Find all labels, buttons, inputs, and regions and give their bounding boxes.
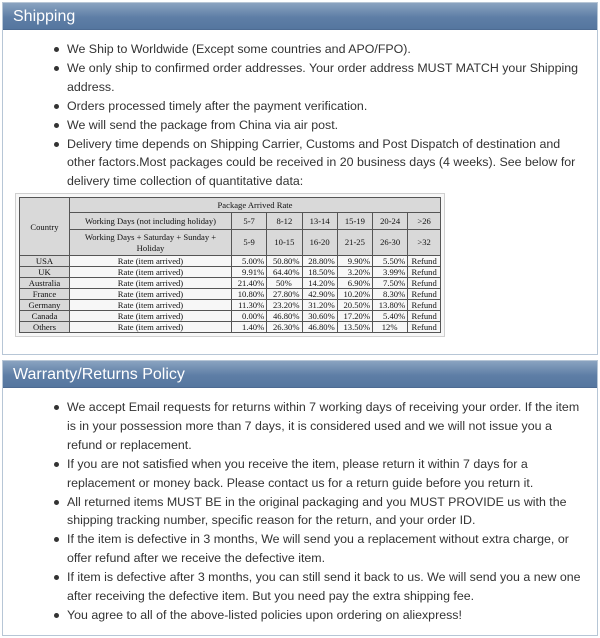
delivery-rate-table — [19, 197, 441, 333]
shipping-panel — [2, 2, 598, 355]
rate-cell: 23.20% — [267, 300, 302, 311]
table-row — [20, 256, 441, 267]
rate-label-cell: Rate (item arrived) — [70, 256, 232, 267]
rate-cell: 3.99% — [373, 267, 408, 278]
rate-cell: 9.91% — [232, 267, 267, 278]
rate-cell: 3.20% — [337, 267, 372, 278]
table-row — [20, 300, 441, 311]
list-item: Orders processed timely after the payment verification. — [3, 97, 597, 116]
country-cell: UK — [20, 267, 70, 278]
rate-label-cell: Rate (item arrived) — [70, 267, 232, 278]
working-days-range: 15-19 — [337, 213, 372, 230]
warranty-list — [3, 398, 597, 625]
rate-cell: 46.80% — [267, 311, 302, 322]
rate-cell: 7.50% — [373, 278, 408, 289]
rate-cell: Refund — [408, 289, 441, 300]
rate-label-cell: Rate (item arrived) — [70, 311, 232, 322]
country-cell: Canada — [20, 311, 70, 322]
working-days-range: 20-24 — [373, 213, 408, 230]
country-cell: Germany — [20, 300, 70, 311]
rate-cell: 6.90% — [337, 278, 372, 289]
rate-cell: Refund — [408, 256, 441, 267]
rate-cell: 5.00% — [232, 256, 267, 267]
rate-cell: Refund — [408, 278, 441, 289]
rate-cell: 42.90% — [302, 289, 337, 300]
rate-label-cell: Rate (item arrived) — [70, 278, 232, 289]
working-days-range: 5-7 — [232, 213, 267, 230]
shipping-list — [3, 40, 597, 191]
rate-cell: 10.80% — [232, 289, 267, 300]
rate-cell: 13.80% — [373, 300, 408, 311]
calendar-days-range: 10-15 — [267, 230, 302, 256]
table-row — [20, 278, 441, 289]
rate-cell: 13.50% — [337, 322, 372, 333]
warranty-panel — [2, 360, 598, 636]
list-item: We Ship to Worldwide (Except some countries and APO/FPO). — [3, 40, 597, 59]
rate-cell: Refund — [408, 322, 441, 333]
list-item: If you are not satisfied when you receive the item, please return it within 7 days for a replacement or money back. Please contact us for a return guide before you return it. — [3, 455, 597, 493]
country-cell: Others — [20, 322, 70, 333]
rate-cell: 20.50% — [337, 300, 372, 311]
country-header: Country — [20, 198, 70, 256]
calendar-days-label: Working Days + Saturday + Sunday + Holiday — [70, 230, 232, 256]
calendar-days-range: 26-30 — [373, 230, 408, 256]
list-item: Delivery time depends on Shipping Carrier, Customs and Post Dispatch of destination and other factors.Most packages could be received in 20 business days (4 weeks). See below for delivery time collection of quantitative data: — [3, 135, 597, 192]
rate-label-cell: Rate (item arrived) — [70, 300, 232, 311]
rate-cell: 26.30% — [267, 322, 302, 333]
rate-cell: 50.80% — [267, 256, 302, 267]
rate-cell: 1.40% — [232, 322, 267, 333]
working-days-label: Working Days (not including holiday) — [70, 213, 232, 230]
country-cell: Australia — [20, 278, 70, 289]
rate-label-cell: Rate (item arrived) — [70, 289, 232, 300]
rate-cell: 8.30% — [373, 289, 408, 300]
list-item: If item is defective after 3 months, you can still send it back to us. We will send you a new one after receiving the defective item. But you need pay the extra shipping fee. — [3, 568, 597, 606]
rate-cell: 5.40% — [373, 311, 408, 322]
rate-cell: 5.50% — [373, 256, 408, 267]
package-arrived-rate-header: Package Arrived Rate — [70, 198, 441, 213]
working-days-range: 8-12 — [267, 213, 302, 230]
working-days-range: >26 — [408, 213, 441, 230]
rate-cell: 10.20% — [337, 289, 372, 300]
calendar-days-range: 21-25 — [337, 230, 372, 256]
rate-cell: 0.00% — [232, 311, 267, 322]
rate-cell: 64.40% — [267, 267, 302, 278]
rate-cell: 21.40% — [232, 278, 267, 289]
calendar-days-range: 5-9 — [232, 230, 267, 256]
list-item: You agree to all of the above-listed policies upon ordering on aliexpress! — [3, 606, 597, 625]
rate-cell: 12% — [373, 322, 408, 333]
rate-cell: 9.90% — [337, 256, 372, 267]
rate-cell: 27.80% — [267, 289, 302, 300]
rate-cell: 28.80% — [302, 256, 337, 267]
rate-cell: 17.20% — [337, 311, 372, 322]
rate-cell: Refund — [408, 300, 441, 311]
list-item: We accept Email requests for returns within 7 working days of receiving your order. If the item is in your possession more than 7 days, it is considered used and we will not issue you a refund or replacement. — [3, 398, 597, 455]
warranty-header: Warranty/Returns Policy — [3, 361, 597, 388]
calendar-days-range: 16-20 — [302, 230, 337, 256]
table-row — [20, 289, 441, 300]
rate-cell: 50% — [267, 278, 302, 289]
country-cell: USA — [20, 256, 70, 267]
calendar-days-range: >32 — [408, 230, 441, 256]
list-item: All returned items MUST BE in the original packaging and you MUST PROVIDE us with the shipping tracking number, specific reason for the return, and your order ID. — [3, 493, 597, 531]
rate-cell: 14.20% — [302, 278, 337, 289]
rate-cell: Refund — [408, 311, 441, 322]
list-item: We will send the package from China via air post. — [3, 116, 597, 135]
rate-label-cell: Rate (item arrived) — [70, 322, 232, 333]
rate-cell: 46.80% — [302, 322, 337, 333]
list-item: If the item is defective in 3 months, We will send you a replacement without extra charge, or offer refund after we receive the defective item. — [3, 530, 597, 568]
table-row — [20, 267, 441, 278]
country-cell: France — [20, 289, 70, 300]
rate-cell: Refund — [408, 267, 441, 278]
rate-cell: 31.20% — [302, 300, 337, 311]
shipping-header: Shipping — [3, 3, 597, 30]
rate-cell: 11.30% — [232, 300, 267, 311]
list-item: We only ship to confirmed order addresses. Your order address MUST MATCH your Shipping address. — [3, 59, 597, 97]
rate-cell: 30.60% — [302, 311, 337, 322]
working-days-range: 13-14 — [302, 213, 337, 230]
delivery-rate-table-container — [15, 193, 445, 337]
table-row — [20, 311, 441, 322]
table-row — [20, 322, 441, 333]
rate-cell: 18.50% — [302, 267, 337, 278]
